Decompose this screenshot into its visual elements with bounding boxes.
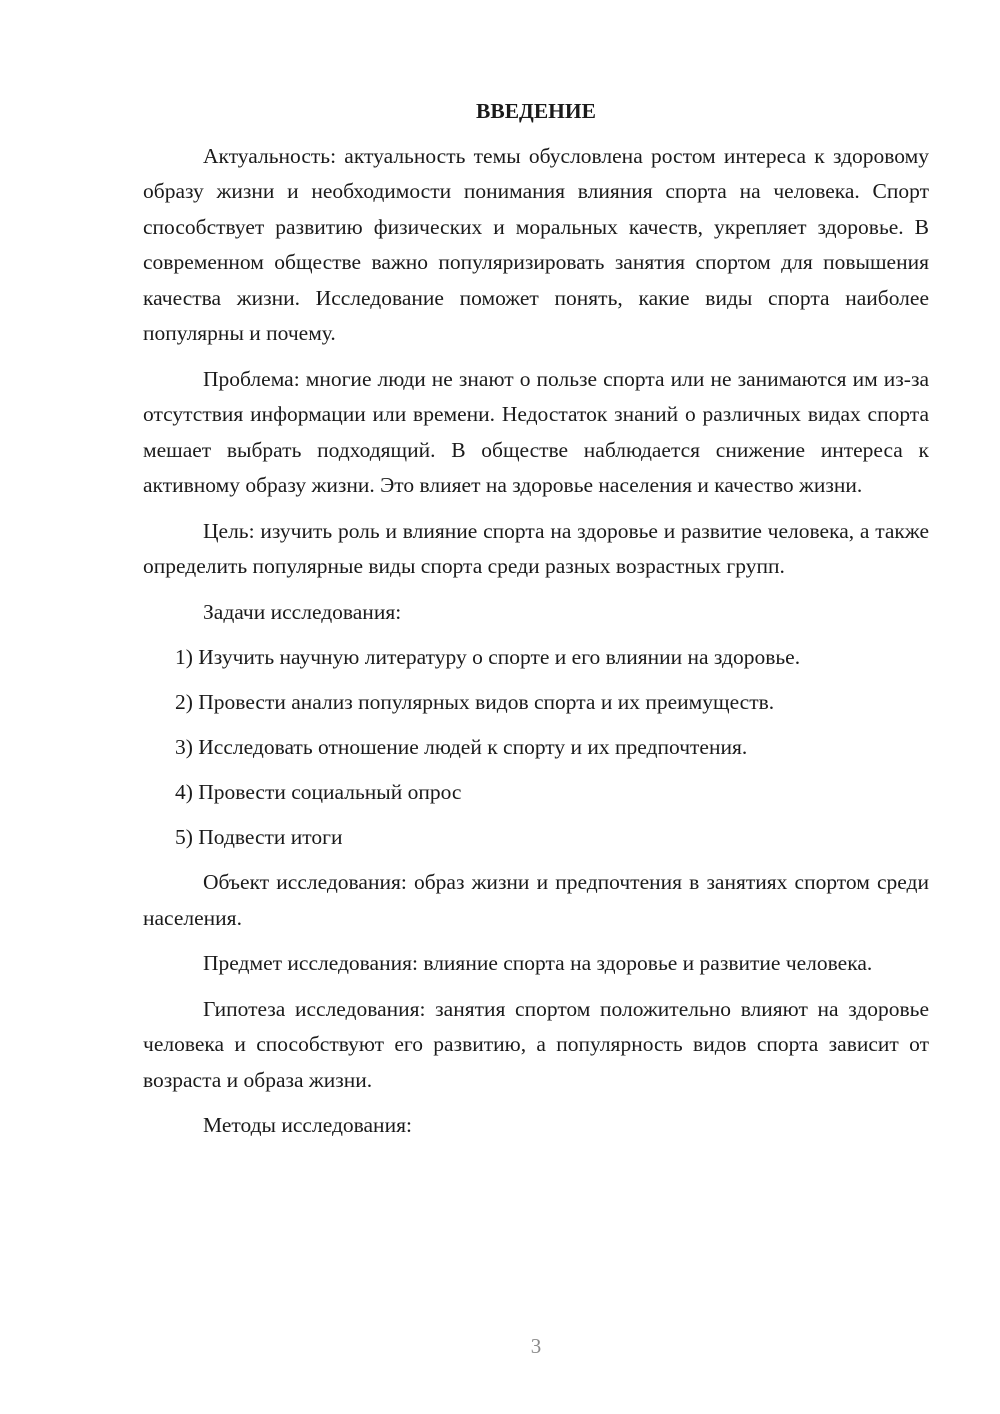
tasks-list (143, 640, 929, 856)
list-item: 4) Провести социальный опрос (175, 780, 462, 804)
list-item: 5) Подвести итоги (175, 825, 343, 849)
paragraph-hypothesis: Гипотеза исследования: занятия спортом положительно влияют на здоровье человека и способствуют его развитию, а популярность видов спорта зависит от возраста и образа жизни. (143, 996, 929, 1092)
list-item: 2) Провести анализ популярных видов спорта и их преимуществ. (175, 690, 775, 714)
paragraph-relevance: Актуальность: актуальность темы обусловлена ростом интереса к здоровому образу жизни и необходимости понимания влияния спорта на человека. Спорт способствует развитию физических и моральных качеств, укрепляет здоровье. В современном обществе важно популяризировать занятия спортом для повышения качества жизни. Исследование поможет понять, какие виды спорта наиболее популярны и почему. (143, 143, 929, 345)
paragraph-subject: Предмет исследования: влияние спорта на здоровье и развитие человека. (203, 951, 873, 975)
methods-heading: Методы исследования: (203, 1113, 412, 1137)
paragraph-problem: Проблема: многие люди не знают о пользе спорта или не занимаются им из-за отсутствия информации или времени. Недостаток знаний о различных видах спорта мешает выбрать подходящий. В обществе наблюдается снижение интереса к активному образу жизни. Это влияет на здоровье населения и качество жизни. (143, 366, 929, 497)
tasks-heading: Задачи исследования: (203, 599, 402, 624)
list-item: 1) Изучить научную литературу о спорте и его влиянии на здоровье. (175, 645, 801, 669)
page-title: ВВЕДЕНИЕ (476, 99, 596, 123)
paragraph-goal: Цель: изучить роль и влияние спорта на здоровье и развитие человека, а также определить популярные виды спорта среди разных возрастных групп. (143, 518, 929, 578)
page-number: 3 (530, 1334, 542, 1358)
page-content (143, 94, 929, 1154)
list-item: 3) Исследовать отношение людей к спорту и их предпочтения. (175, 735, 748, 759)
paragraph-object: Объект исследования: образ жизни и предпочтения в занятиях спортом среди населения. (143, 870, 929, 930)
